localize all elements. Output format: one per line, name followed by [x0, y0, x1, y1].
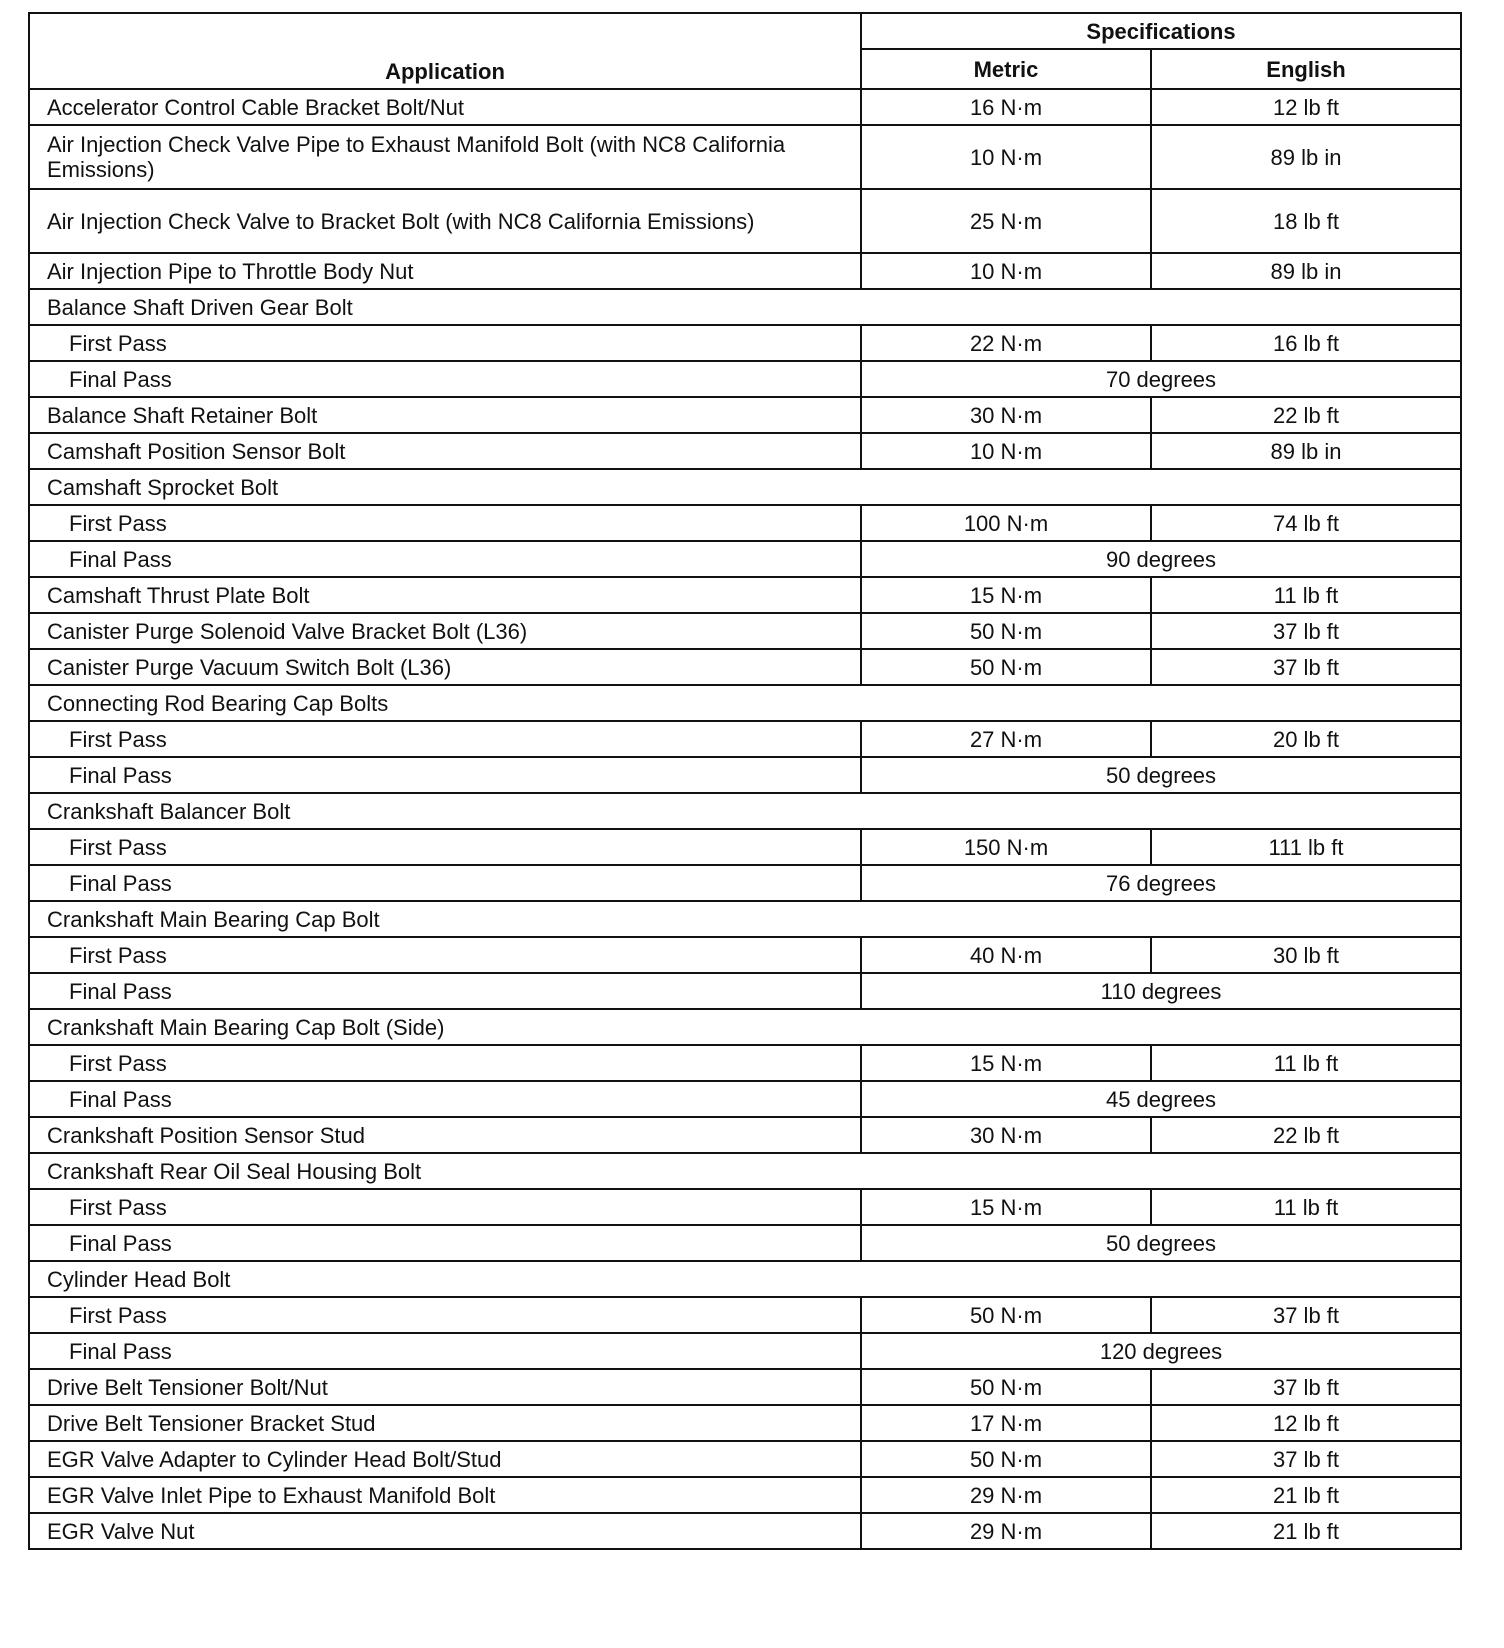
angle-spec-cell: 120 degrees: [861, 1333, 1461, 1369]
group-application-cell: Cylinder Head Bolt: [29, 1261, 1461, 1297]
table-row: [29, 1189, 1461, 1225]
angle-spec-cell: 110 degrees: [861, 973, 1461, 1009]
table-row: [29, 433, 1461, 469]
angle-spec-cell: 76 degrees: [861, 865, 1461, 901]
metric-cell: 15 N·m: [861, 1189, 1151, 1225]
table-row: [29, 721, 1461, 757]
english-cell: 37 lb ft: [1151, 1369, 1461, 1405]
table-row: [29, 1117, 1461, 1153]
header-metric: Metric: [861, 49, 1151, 89]
application-cell: Air Injection Check Valve Pipe to Exhaust Manifold Bolt (with NC8 California Emissions): [29, 125, 861, 189]
metric-cell: 50 N·m: [861, 649, 1151, 685]
table-row: [29, 757, 1461, 793]
application-cell: Final Pass: [29, 541, 861, 577]
english-cell: 30 lb ft: [1151, 937, 1461, 973]
metric-cell: 29 N·m: [861, 1477, 1151, 1513]
english-cell: 37 lb ft: [1151, 1297, 1461, 1333]
application-cell: First Pass: [29, 505, 861, 541]
table-row: [29, 613, 1461, 649]
table-row: [29, 361, 1461, 397]
table-row: [29, 1225, 1461, 1261]
english-cell: 89 lb in: [1151, 253, 1461, 289]
table-row: [29, 469, 1461, 505]
table-row: [29, 1261, 1461, 1297]
english-cell: 11 lb ft: [1151, 1189, 1461, 1225]
metric-cell: 10 N·m: [861, 433, 1151, 469]
application-cell: Accelerator Control Cable Bracket Bolt/Nut: [29, 89, 861, 125]
header-english: English: [1151, 49, 1461, 89]
header-application: Application: [29, 13, 861, 89]
metric-cell: 50 N·m: [861, 1441, 1151, 1477]
header-specifications: Specifications: [861, 13, 1461, 49]
application-cell: EGR Valve Inlet Pipe to Exhaust Manifold Bolt: [29, 1477, 861, 1513]
application-cell: Final Pass: [29, 1225, 861, 1261]
application-cell: First Pass: [29, 325, 861, 361]
metric-cell: 10 N·m: [861, 125, 1151, 189]
table-row: [29, 685, 1461, 721]
table-row: [29, 1081, 1461, 1117]
application-cell: First Pass: [29, 829, 861, 865]
metric-cell: 16 N·m: [861, 89, 1151, 125]
english-cell: 12 lb ft: [1151, 1405, 1461, 1441]
angle-spec-cell: 90 degrees: [861, 541, 1461, 577]
english-cell: 22 lb ft: [1151, 1117, 1461, 1153]
application-cell: Final Pass: [29, 1333, 861, 1369]
application-cell: First Pass: [29, 1297, 861, 1333]
group-application-cell: Crankshaft Balancer Bolt: [29, 793, 1461, 829]
group-application-cell: Connecting Rod Bearing Cap Bolts: [29, 685, 1461, 721]
metric-cell: 29 N·m: [861, 1513, 1151, 1549]
table-row: [29, 973, 1461, 1009]
application-cell: Final Pass: [29, 1081, 861, 1117]
group-application-cell: Crankshaft Rear Oil Seal Housing Bolt: [29, 1153, 1461, 1189]
metric-cell: 50 N·m: [861, 613, 1151, 649]
english-cell: 89 lb in: [1151, 433, 1461, 469]
application-cell: Camshaft Position Sensor Bolt: [29, 433, 861, 469]
english-cell: 89 lb in: [1151, 125, 1461, 189]
table-row: [29, 189, 1461, 253]
table-row: [29, 865, 1461, 901]
application-cell: Camshaft Thrust Plate Bolt: [29, 577, 861, 613]
table-row: [29, 649, 1461, 685]
english-cell: 20 lb ft: [1151, 721, 1461, 757]
table-row: [29, 1333, 1461, 1369]
angle-spec-cell: 70 degrees: [861, 361, 1461, 397]
table-row: [29, 325, 1461, 361]
torque-spec-table: [28, 12, 1462, 1550]
table-row: [29, 1477, 1461, 1513]
angle-spec-cell: 50 degrees: [861, 1225, 1461, 1261]
table-row: [29, 829, 1461, 865]
table-row: [29, 505, 1461, 541]
table-row: [29, 1369, 1461, 1405]
application-cell: EGR Valve Nut: [29, 1513, 861, 1549]
group-application-cell: Balance Shaft Driven Gear Bolt: [29, 289, 1461, 325]
english-cell: 12 lb ft: [1151, 89, 1461, 125]
metric-cell: 100 N·m: [861, 505, 1151, 541]
application-cell: First Pass: [29, 1045, 861, 1081]
application-cell: Balance Shaft Retainer Bolt: [29, 397, 861, 433]
english-cell: 22 lb ft: [1151, 397, 1461, 433]
application-cell: Final Pass: [29, 361, 861, 397]
table-row: [29, 1441, 1461, 1477]
application-cell: Air Injection Pipe to Throttle Body Nut: [29, 253, 861, 289]
metric-cell: 50 N·m: [861, 1369, 1151, 1405]
table-row: [29, 1153, 1461, 1189]
metric-cell: 25 N·m: [861, 189, 1151, 253]
angle-spec-cell: 45 degrees: [861, 1081, 1461, 1117]
group-application-cell: Camshaft Sprocket Bolt: [29, 469, 1461, 505]
table-row: [29, 1009, 1461, 1045]
application-cell: Final Pass: [29, 757, 861, 793]
table-row: [29, 253, 1461, 289]
application-cell: Final Pass: [29, 973, 861, 1009]
english-cell: 74 lb ft: [1151, 505, 1461, 541]
application-cell: Drive Belt Tensioner Bracket Stud: [29, 1405, 861, 1441]
metric-cell: 10 N·m: [861, 253, 1151, 289]
english-cell: 16 lb ft: [1151, 325, 1461, 361]
english-cell: 21 lb ft: [1151, 1477, 1461, 1513]
application-cell: Final Pass: [29, 865, 861, 901]
english-cell: 11 lb ft: [1151, 1045, 1461, 1081]
application-cell: Crankshaft Position Sensor Stud: [29, 1117, 861, 1153]
application-cell: Canister Purge Vacuum Switch Bolt (L36): [29, 649, 861, 685]
table-row: [29, 901, 1461, 937]
metric-cell: 150 N·m: [861, 829, 1151, 865]
application-cell: Canister Purge Solenoid Valve Bracket Bolt (L36): [29, 613, 861, 649]
metric-cell: 17 N·m: [861, 1405, 1151, 1441]
metric-cell: 15 N·m: [861, 1045, 1151, 1081]
metric-cell: 27 N·m: [861, 721, 1151, 757]
metric-cell: 50 N·m: [861, 1297, 1151, 1333]
english-cell: 37 lb ft: [1151, 1441, 1461, 1477]
angle-spec-cell: 50 degrees: [861, 757, 1461, 793]
application-cell: EGR Valve Adapter to Cylinder Head Bolt/Stud: [29, 1441, 861, 1477]
application-cell: First Pass: [29, 937, 861, 973]
metric-cell: 30 N·m: [861, 397, 1151, 433]
english-cell: 111 lb ft: [1151, 829, 1461, 865]
table-row: [29, 577, 1461, 613]
table-row: [29, 1405, 1461, 1441]
table-row: [29, 289, 1461, 325]
table-row: [29, 397, 1461, 433]
table-row: [29, 937, 1461, 973]
metric-cell: 15 N·m: [861, 577, 1151, 613]
metric-cell: 30 N·m: [861, 1117, 1151, 1153]
english-cell: 37 lb ft: [1151, 613, 1461, 649]
table-row: [29, 125, 1461, 189]
application-cell: First Pass: [29, 1189, 861, 1225]
metric-cell: 40 N·m: [861, 937, 1151, 973]
english-cell: 37 lb ft: [1151, 649, 1461, 685]
metric-cell: 22 N·m: [861, 325, 1151, 361]
english-cell: 18 lb ft: [1151, 189, 1461, 253]
english-cell: 11 lb ft: [1151, 577, 1461, 613]
table-row: [29, 1045, 1461, 1081]
application-cell: Air Injection Check Valve to Bracket Bolt (with NC8 California Emissions): [29, 189, 861, 253]
table-body: [29, 89, 1461, 1549]
group-application-cell: Crankshaft Main Bearing Cap Bolt: [29, 901, 1461, 937]
application-cell: First Pass: [29, 721, 861, 757]
table-row: [29, 793, 1461, 829]
english-cell: 21 lb ft: [1151, 1513, 1461, 1549]
table-row: [29, 1513, 1461, 1549]
table-row: [29, 1297, 1461, 1333]
group-application-cell: Crankshaft Main Bearing Cap Bolt (Side): [29, 1009, 1461, 1045]
table-row: [29, 89, 1461, 125]
table-row: [29, 541, 1461, 577]
application-cell: Drive Belt Tensioner Bolt/Nut: [29, 1369, 861, 1405]
